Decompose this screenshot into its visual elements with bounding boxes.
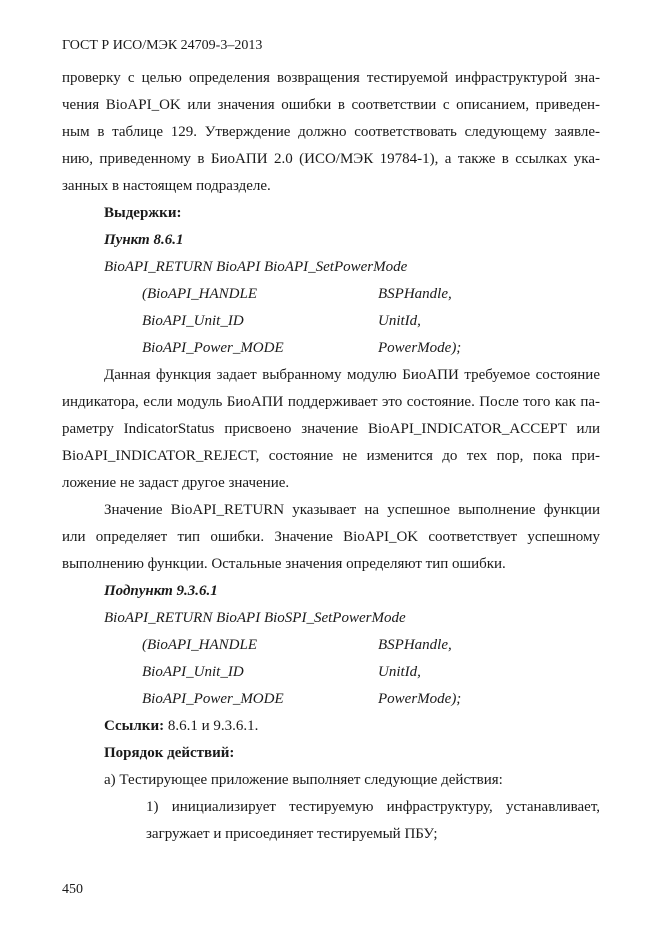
param-type: BioAPI_Unit_ID — [142, 664, 244, 680]
text-line: или определяет тип ошибки. Значение BioAPI_OK соответствует успешному — [62, 529, 600, 545]
param-type: BioAPI_Unit_ID — [142, 313, 244, 329]
page-body — [62, 65, 600, 848]
paragraph-return — [62, 497, 600, 578]
param-row — [62, 281, 600, 308]
text-line: нию, приведенному в БиоАПИ 2.0 (ИСО/МЭК 19784-1), а также в ссылках ука- — [62, 151, 600, 167]
param-row — [62, 659, 600, 686]
text-line: чения BioAPI_OK или значения ошибки в соответствии с описанием, приведен- — [62, 97, 600, 113]
param-name: UnitId, — [378, 664, 421, 680]
text-line: BioAPI_INDICATOR_REJECT, состояние не изменится до тех пор, пока при- — [62, 448, 600, 464]
param-name: UnitId, — [378, 313, 421, 329]
param-name: BSPHandle, — [378, 637, 452, 653]
param-name: PowerMode); — [378, 691, 462, 707]
text-line: Данная функция задает выбранному модулю БиоАПИ требуемое состояние — [104, 367, 600, 383]
clause-heading: Пункт 8.6.1 — [104, 232, 184, 248]
subclause-heading: Подпункт 9.3.6.1 — [104, 583, 218, 599]
text-line: раметру IndicatorStatus присвоено значение BioAPI_INDICATOR_ACCEPT или — [62, 421, 600, 437]
page-number: 450 — [62, 882, 83, 897]
text-line: ложение не задаст другое значение. — [62, 475, 290, 491]
param-row — [62, 686, 600, 713]
param-name: BSPHandle, — [378, 286, 452, 302]
param-type: (BioAPI_HANDLE — [142, 286, 257, 302]
references — [62, 713, 600, 740]
paragraph-description — [62, 362, 600, 497]
text-line: проверку с целью определения возвращения тестируемой инфраструктурой зна- — [62, 70, 600, 86]
param-name: PowerMode); — [378, 340, 462, 356]
param-row — [62, 335, 600, 362]
text-line: Значение BioAPI_RETURN указывает на успешное выполнение функции — [104, 502, 600, 518]
param-row — [62, 308, 600, 335]
step-1 — [146, 794, 600, 848]
text-line: 1) инициализирует тестируемую инфраструктуру, устанавливает, — [146, 799, 600, 815]
function-signature: BioAPI_RETURN BioAPI BioAPI_SetPowerMode — [104, 259, 408, 275]
procedure-heading: Порядок действий: — [104, 745, 235, 761]
text-line: выполнению функции. Остальные значения определяют тип ошибки. — [62, 556, 506, 572]
param-type: BioAPI_Power_MODE — [142, 691, 284, 707]
text-line: загружает и присоединяет тестируемый ПБУ; — [146, 826, 438, 842]
references-text: 8.6.1 и 9.3.6.1. — [164, 718, 259, 734]
text-line: ным в таблице 129. Утверждение должно соответствовать следующему заявле- — [62, 124, 600, 140]
extracts-heading: Выдержки: — [104, 205, 182, 221]
param-row — [62, 632, 600, 659]
text-line: индикатора, если модуль БиоАПИ поддерживает это состояние. После того как па- — [62, 394, 600, 410]
paragraph-intro — [62, 65, 600, 200]
text-line: занных в настоящем подразделе. — [62, 178, 271, 194]
references-label: Ссылки: — [104, 718, 165, 734]
step-a: а) Тестирующее приложение выполняет следующие действия: — [104, 772, 503, 788]
function-signature: BioAPI_RETURN BioAPI BioSPI_SetPowerMode — [104, 610, 406, 626]
param-type: BioAPI_Power_MODE — [142, 340, 284, 356]
param-type: (BioAPI_HANDLE — [142, 637, 257, 653]
document-header: ГОСТ Р ИСО/МЭК 24709-3–2013 — [62, 38, 263, 53]
